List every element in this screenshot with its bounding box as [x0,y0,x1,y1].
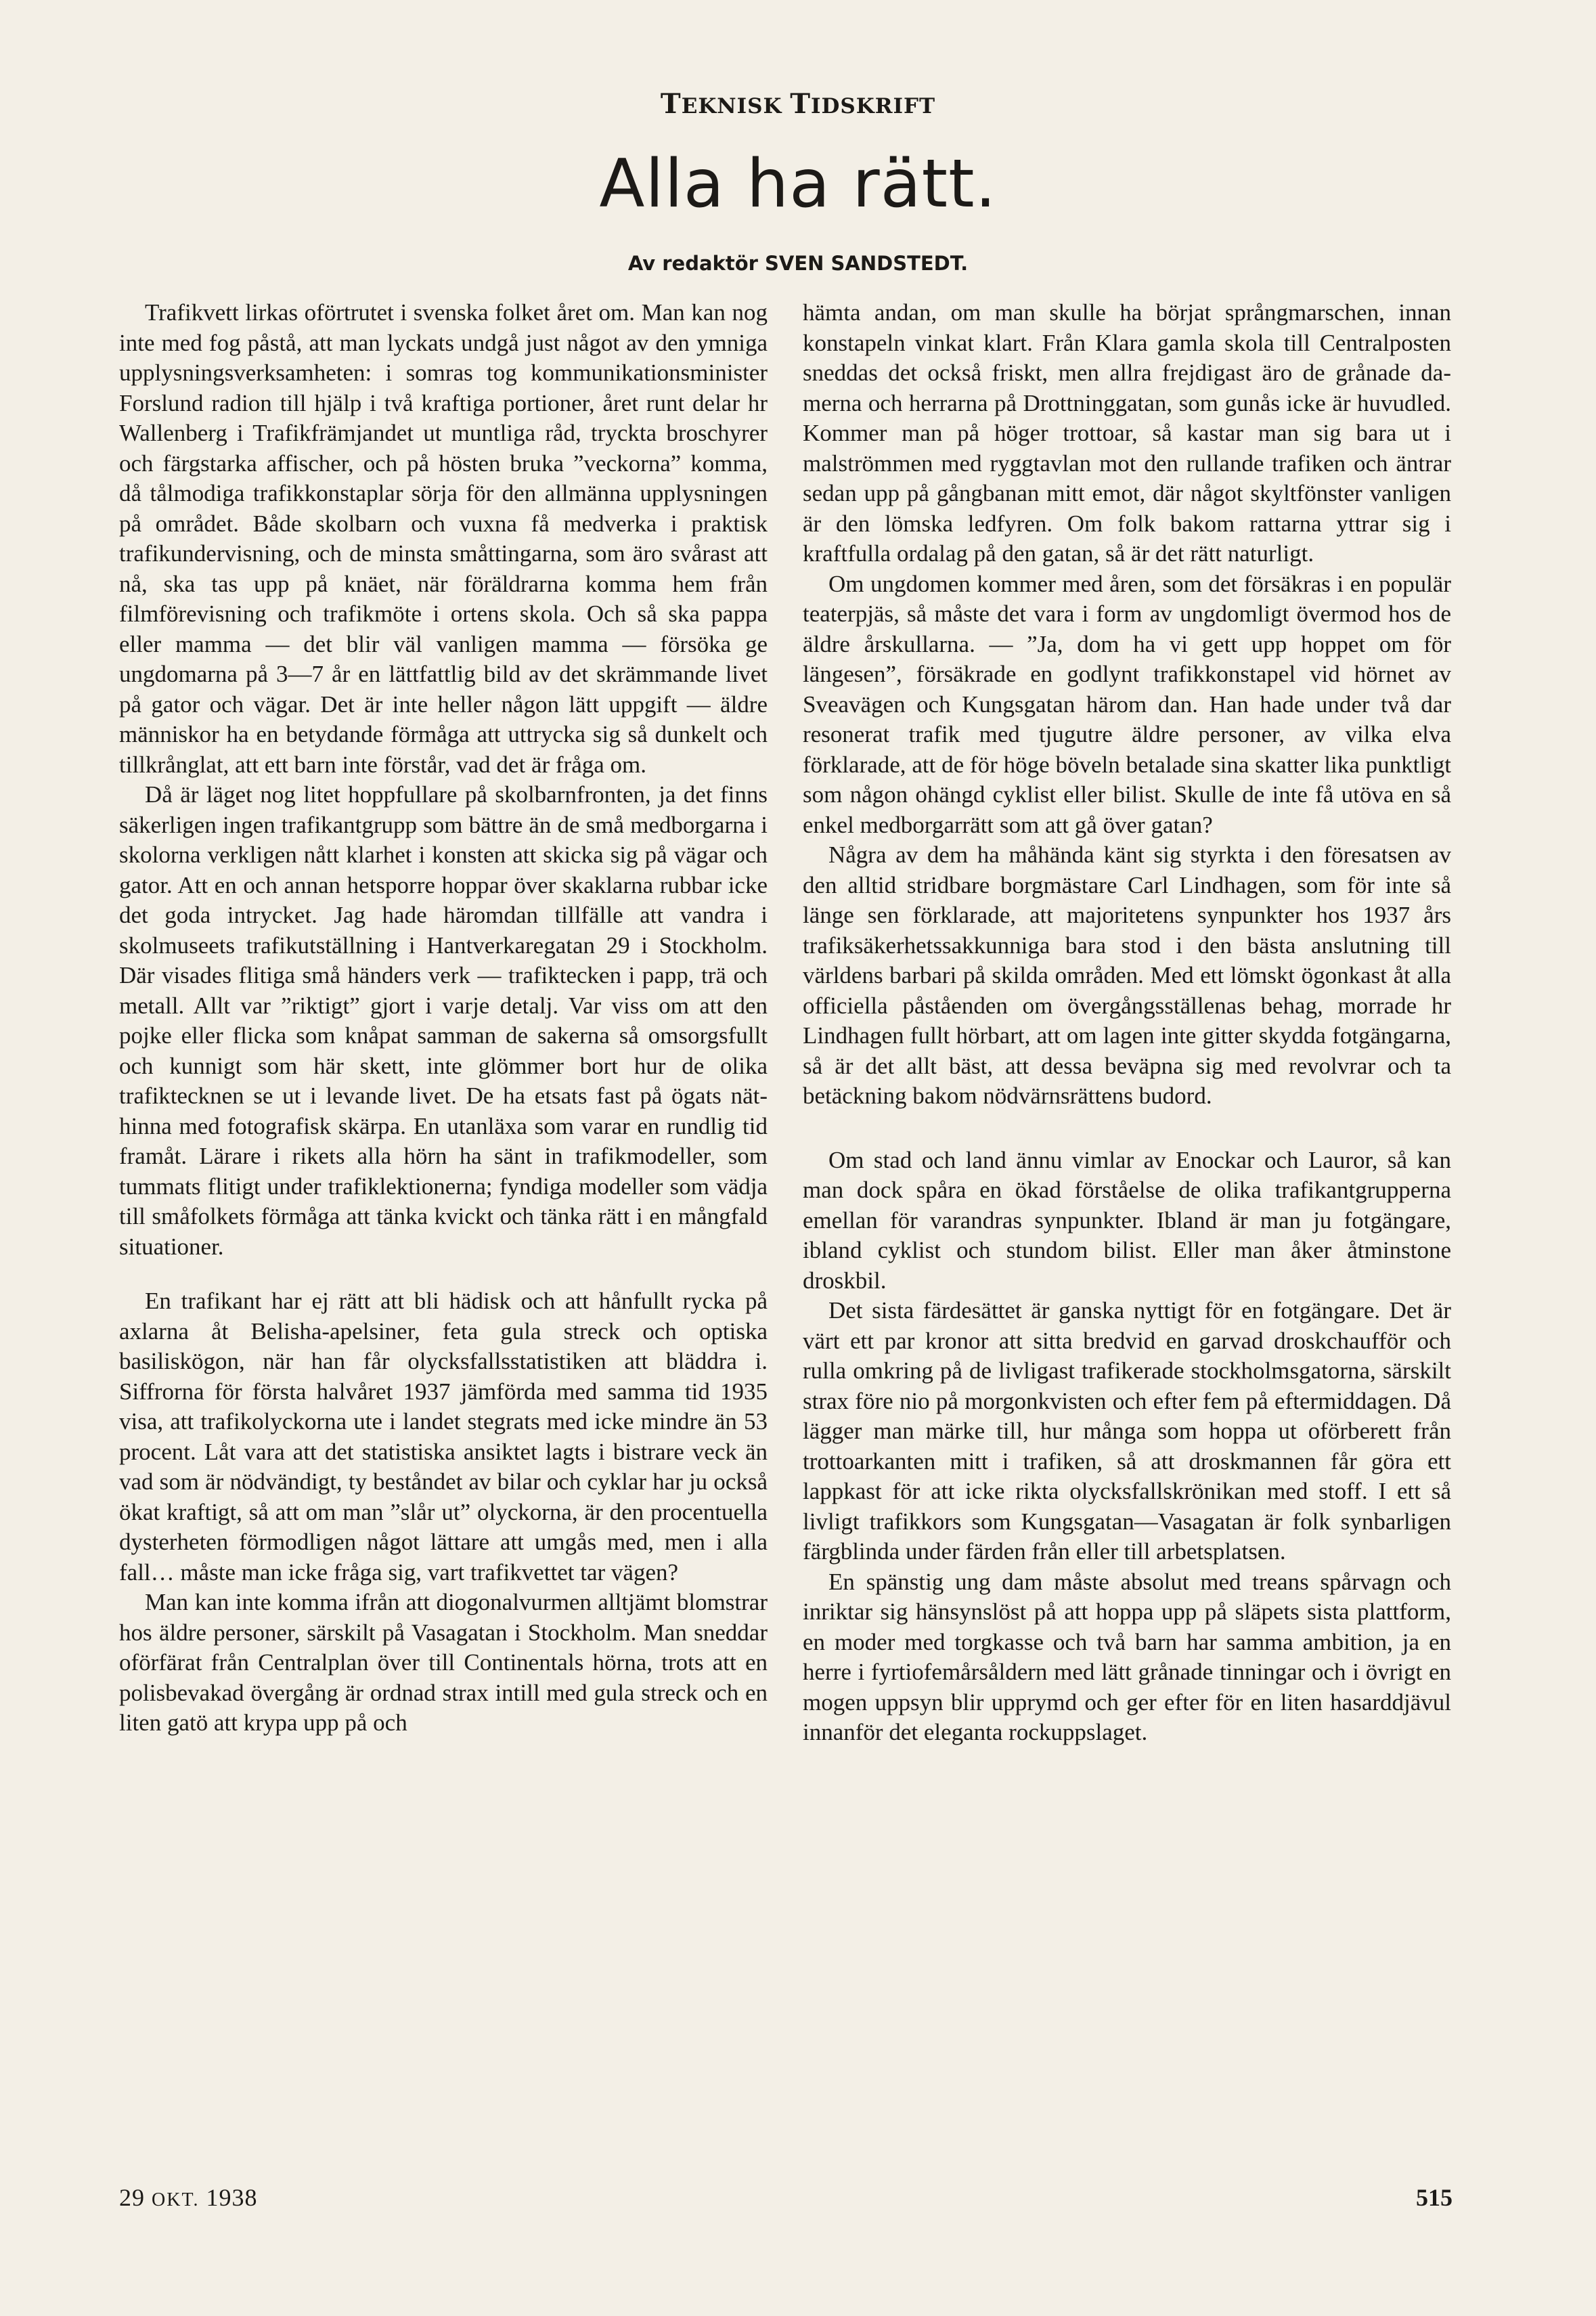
section-gap [803,1112,1451,1145]
masthead-part-2: IDSKRIFT [811,94,936,118]
article-title: Alla ha rätt. [599,146,997,223]
masthead-initial-1: T [660,88,682,120]
paragraph: Om stad och land ännu vimlar av Enockar och Lauror, så kan man dock spåra en ökad förståelse de olika trafikantgrupperna emellan för varandras synpunkter. Ibland är man ju fotgängare, ibland cyklist och stundom bilist. Eller man åker åtminstone droskbil. [803,1146,1451,1294]
paragraph: Några av dem ha måhända känt sig styrkta i den föresatsen av den alltid stridbare borgmästare Carl Lindhagen, som för inte så länge sen förklarade, att majoritetens synpunkter hos 1937 års trafiksäkerhetssakkunniga bara stod i den bästa anslutning till världens barbari på skilda områden. Med ett lömskt ögonkast åt alla officiella påståenden om övergångsställenas behag, morrade hr Lindhagen fullt hörbart, att om lagen inte gitter skydda fotgängarna, så är det allt bäst, att dessa beväpna sig med revolvrar och ta betäckning bakom nödvärnsrättens budord. [803,842,1451,1109]
left-column [119,298,768,1739]
right-column [803,298,1451,1748]
journal-masthead [0,88,1596,120]
paragraph: Då är läget nog litet hoppfullare på skolbarnfronten, ja det finns säkerligen ingen trafikantgrupp som bättre än de små medborgarna i skolorna verkligen nått klarhet i konsten att skicka sig på vägar och gator. Att en och annan hetsporre hoppar över skaklarna rubbar icke det goda intrycket. Jag hade häromdan tillfälle att vandra i skolmuseets trafikutställning i Hantverkaregatan 29 i Stockholm. Där visades flitiga små händers verk — trafiktecken i papp, trä och metall. Allt var ”riktigt” gjort i varje detalj. Var viss om att den pojke eller flicka som knåpat samman de sakerna så omsorgsfullt och kunnigt som här skett, inte glömmer bort hur de olika trafiktecknen se ut i levande livet. De ha etsats fast på ögats näthinna med fotografisk skärpa. En utanläxa som varar en rundlig tid framåt. Lärare i rikets alla hörn ha sänt in trafikmodeller, som tummats flitigt under trafiklektionerna; fyndiga modeller som vädja till småfolkets förmåga att tänka kvickt och tänka rätt i en mångfald situationer. [119,781,768,1260]
paragraph: hämta andan, om man skulle ha börjat språngmarschen, innan konstapeln vinkat klart. Från Klara gamla skola till Centralposten sneddas det också friskt, men allra frejdigast äro de grånade damerna och herrarna på Drottninggatan, som gunås icke är huvudled. Kommer man på höger trottoar, så kastar man sig bara ut i malströmmen med ryggtavlan mot den rullande trafiken och äntrar sedan upp på gångbanan mitt emot, där något skyltfönster vanligen är den lömska ledfyren. Om folk bakom rattarna yttrar sig i kraftfulla ordalag på den gatan, så är det rätt naturligt. [803,299,1451,567]
issue-date [119,2183,257,2212]
paragraph: Det sista färdesättet är ganska nyttigt för en fotgängare. Det är värt ett par kronor att sitta bredvid en garvad droskchaufför och rulla omkring på de livligast trafikerade stockholmsgatorna, särskilt strax före nio på morgonkvisten och efter fem på eftermiddagen. Då lägger man märke till, hur många som hoppa ut oförberett från trottoarkanten mitt i trafiken, så att droskmannen får göra ett lappkast för att icke rikta olycksfallskrönikan med stoff. I ett så livligt trafikkors som Kungsgatan—Vasagatan är folk synbarligen färgblinda under färden från eller till arbetsplatsen. [803,1297,1451,1565]
article-byline: Av redaktör SVEN SANDSTEDT. [627,252,969,275]
paragraph: Trafikvett lirkas oförtrutet i svenska folket året om. Man kan nog inte med fog påstå, att man lyckats undgå just något av den ymniga upplysningsverksamheten: i somras tog kommunikationsminister Forslund radion till hjälp i två kraftiga portioner, året runt delar hr Wallenberg i Trafikfrämjandet ut muntliga råd, tryckta broschyrer och färgstarka affischer, och på hösten bruka ”veckorna” komma, då tålmodiga trafikkonstaplar sörja för den allmänna upplysningen på området. Både skolbarn och vuxna få medverka i praktisk trafikundervisning, och de minsta småttingarna, som äro svårast att nå, ska tas upp på knäet, när föräldrarna komma hem från filmförevisning och trafikmöte i ortens skola. Och så ska pappa eller mamma — det blir väl vanligen mamma — försöka ge ungdomarna på 3—7 år en lättfattlig bild av det skrämmande livet på gator och vägar. Det är inte heller någon lätt uppgift — äldre människor ha en betydande förmåga att uttrycka sig så dunkelt och tillkrånglat, att ett barn inte förstår, vad det är fråga om. [119,299,768,778]
issue-date-day: 29 [119,2184,145,2211]
issue-date-year: 1938 [206,2184,258,2211]
section-gap [119,1262,768,1286]
paragraph: En trafikant har ej rätt att bli hädisk och att hånfullt rycka på axlarna åt Belisha-apelsiner, feta gula streck och optiska basiliskögon, när han får olycksfallsstatistiken att bläddra i. Siffrorna för första halvåret 1937 jämförda med samma tid 1935 visa, att trafikolyckorna ute i landet stegrats med icke mindre än 53 procent. Låt vara att det statistiska ansiktet lagts i bistrare veck än vad som är nödvändigt, ty beståndet av bilar och cyklar har ju också ökat kraftigt, så att om man ”slår ut” olyckorna, är den procentuella dysterheten förmodligen något lättare att umgås med, men i alla fall… måste man icke fråga sig, vart trafikvettet tar vägen? [119,1288,768,1586]
paragraph: En spänstig ung dam måste absolut med treans spårvagn och inriktar sig hänsynslöst på att hoppa upp på släpets sista plattform, en moder med torgkasse och två barn har samma ambition, ja en herre i fyrtiofemårsåldern med lätt grånade tinningar och i övrigt en mogen uppsyn blir upprymd och ger efter för en liten hasarddjävul innanför det eleganta rockuppslaget. [803,1568,1451,1745]
issue-date-month: OKT. [152,2189,200,2210]
masthead-initial-2: T [790,88,811,120]
page-number: 515 [1416,2184,1453,2211]
masthead-part-1: EKNISK [681,94,791,118]
paragraph: Om ungdomen kommer med åren, som det försäkras i en populär teaterpjäs, så måste det vara i form av ungdomligt övermod hos de äldre årskullarna. — ”Ja, dom ha vi gett upp hoppet om för längesen”, försäkrade en godlynt trafikkonstapel vid hörnet av Sveavägen och Kungsgatan härom dan. Han hade under två dar resonerat trafik med tjugutre äldre personer, av vilka elva förklarade, att de för höge böveln betalade sina skatter lika punktligt som någon ohängd cyklist eller bilist. Skulle de inte få utöva en så enkel medborgarrätt som att gå över gatan? [803,570,1451,838]
paragraph: Man kan inte komma ifrån att diogonalvurmen alltjämt blomstrar hos äldre personer, särskilt på Vasagatan i Stockholm. Man sneddar oförfärat från Centralplan över till Continentals hörna, trots att en polisbevakad övergång är ordnad strax intill med gula streck och en liten gatö att krypa upp på och [119,1589,768,1736]
